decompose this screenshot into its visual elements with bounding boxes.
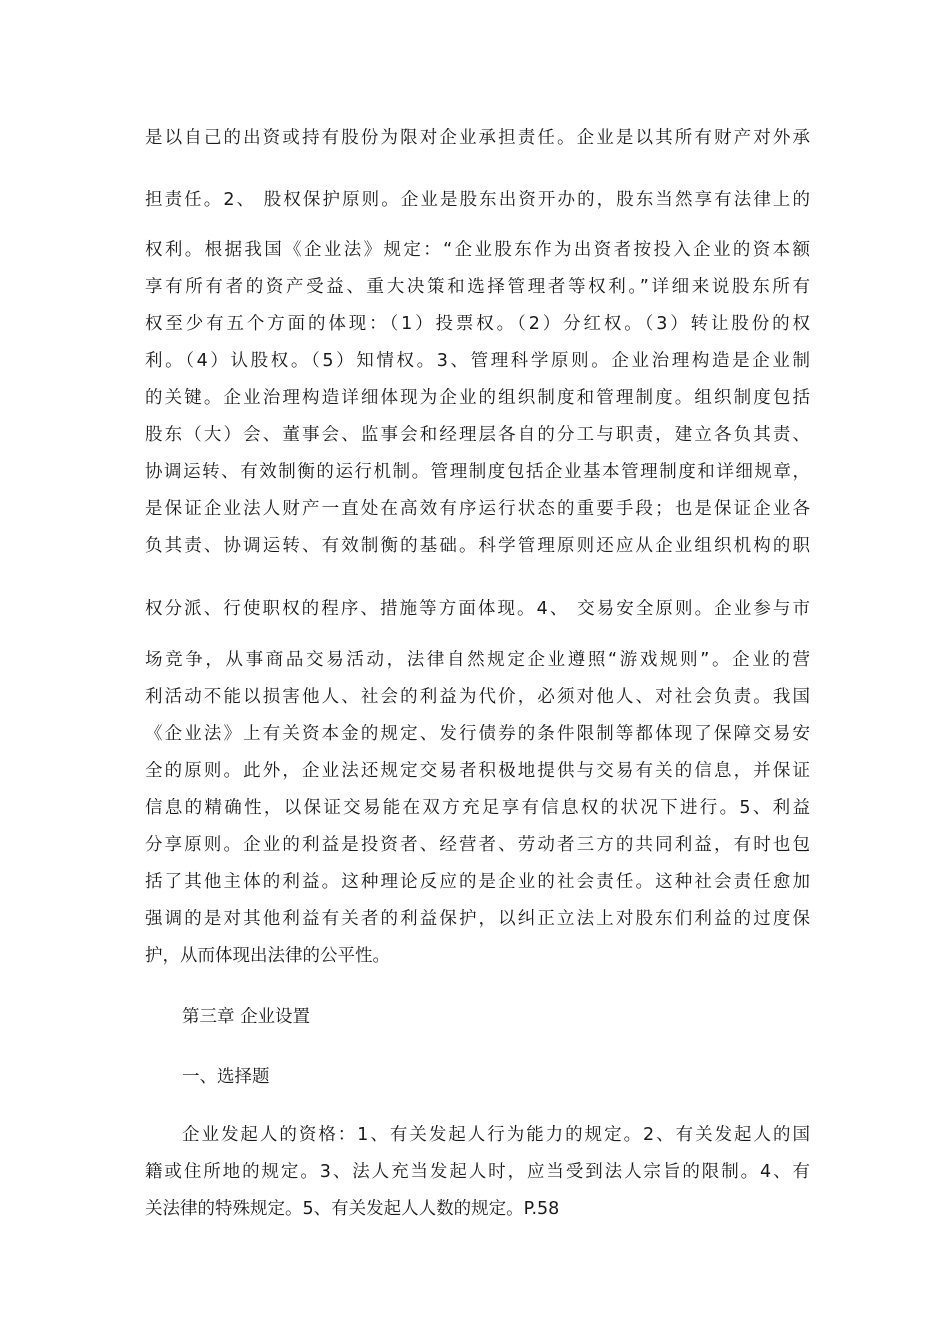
body-text-line: 分享原则。企业的利益是投资者、经营者、劳动者三方的共同利益，有时也包 [145, 835, 810, 855]
body-text-line: 协调运转、有效制衡的运行机制。管理制度包括企业基本管理制度和详细规章， [145, 462, 810, 482]
body-text-line: 企业发起人的资格：1、有关发起人行为能力的规定。2、有关发起人的国 [182, 1125, 810, 1145]
body-text-line: 《企业法》上有关资本金的规定、发行债券的条件限制等都体现了保障交易安 [145, 724, 810, 744]
body-text-line: 享有所有者的资产受益、重大决策和选择管理者等权利。”详细来说股东所有 [145, 277, 810, 297]
body-text-line: 全的原则。此外，企业法还规定交易者积极地提供与交易有关的信息，并保证 [145, 761, 810, 781]
body-text-line: 护，从而体现出法律的公平性。 [145, 946, 390, 966]
body-text-line: 是保证企业法人财产一直处在高效有序运行状态的重要手段；也是保证企业各 [145, 499, 810, 519]
body-text-line: 利。（4）认股权。（5）知情权。3、管理科学原则。企业治理构造是企业制 [145, 351, 810, 371]
chapter-heading: 第三章 企业设置 [182, 1007, 311, 1027]
section-heading: 一、选择题 [182, 1067, 270, 1087]
body-text-line: 权分派、行使职权的程序、措施等方面体现。4、 交易安全原则。企业参与市 [145, 599, 810, 619]
body-text-line: 关法律的特殊规定。5、有关发起人人数的规定。P.58 [145, 1199, 560, 1219]
body-text-line: 的关键。企业治理构造详细体现为企业的组织制度和管理制度。组织制度包括 [145, 388, 810, 408]
body-text-line: 括了其他主体的利益。这种理论反应的是企业的社会责任。这种社会责任愈加 [145, 872, 810, 892]
body-text-line: 股东（大）会、董事会、监事会和经理层各自的分工与职责，建立各负其责、 [145, 425, 810, 445]
body-text-line: 强调的是对其他利益有关者的利益保护，以纠正立法上对股东们利益的过度保 [145, 909, 810, 929]
body-text-line: 信息的精确性，以保证交易能在双方充足享有信息权的状况下进行。5、利益 [145, 798, 810, 818]
body-text-line: 利活动不能以损害他人、社会的利益为代价，必须对他人、对社会负责。我国 [145, 687, 810, 707]
body-text-line: 权至少有五个方面的体现：（1）投票权。（2）分红权。（3）转让股份的权 [145, 314, 810, 334]
body-text-line: 是以自己的出资或持有股份为限对企业承担责任。企业是以其所有财产对外承 [145, 128, 810, 148]
body-text-line: 籍或住所地的规定。3、法人充当发起人时，应当受到法人宗旨的限制。4、有 [145, 1162, 810, 1182]
body-text-line: 担责任。2、 股权保护原则。企业是股东出资开办的，股东当然享有法律上的 [145, 190, 810, 210]
body-text-line: 场竞争，从事商品交易活动，法律自然规定企业遵照“游戏规则”。企业的营 [145, 650, 810, 670]
body-text-line: 权利。根据我国《企业法》规定：“企业股东作为出资者按投入企业的资本额 [145, 240, 810, 260]
body-text-line: 负其责、协调运转、有效制衡的基础。科学管理原则还应从企业组织机构的职 [145, 536, 810, 556]
